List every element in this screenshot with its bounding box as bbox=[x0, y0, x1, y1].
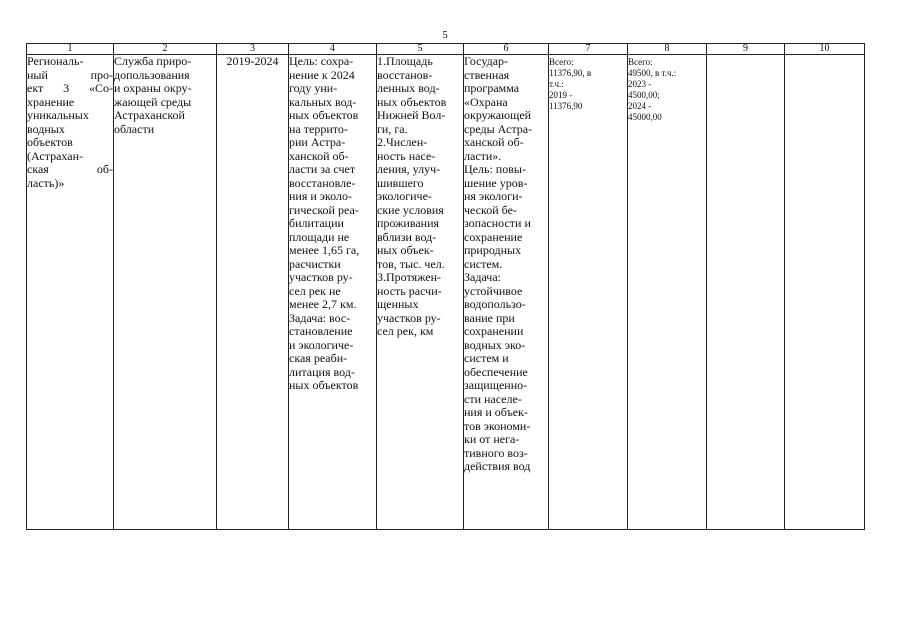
cell-text-line: ня экологи- bbox=[464, 189, 523, 203]
cell-text-line: Задача: bbox=[464, 270, 501, 284]
cell-text-line: 2019-2024 bbox=[226, 54, 279, 68]
cell-text-line: ления, улуч- bbox=[377, 162, 441, 176]
cell-text-line: 11376,90 bbox=[549, 101, 583, 111]
cell-text-line: сел рек не bbox=[289, 283, 341, 298]
cell-text-line: уникальных bbox=[27, 108, 89, 122]
cell-text-line: экологиче- bbox=[377, 189, 432, 203]
cell-text-line: сел рек, км bbox=[377, 324, 434, 338]
cell-text-line: устойчивое bbox=[464, 283, 523, 298]
cell-text-line: гической реа- bbox=[289, 202, 359, 217]
page-number: 5 bbox=[442, 29, 448, 41]
cell-text-line: рии Астра- bbox=[289, 135, 346, 149]
cell-text-line: ных объектов bbox=[289, 108, 359, 122]
cell-text-line: сохранении bbox=[464, 324, 524, 338]
program-table bbox=[26, 43, 865, 530]
cell-text-line: 2024 - bbox=[628, 101, 652, 111]
cell-text-line: Всего: bbox=[628, 57, 653, 67]
cell-text-line: водопользо- bbox=[464, 297, 526, 311]
cell-text-line: зопасности и bbox=[464, 216, 531, 230]
cell-text-line: ласти». bbox=[464, 148, 502, 163]
cell-text-line: участков ру- bbox=[289, 270, 353, 284]
cell-text-line: среды Астра- bbox=[464, 121, 533, 136]
column-number-row bbox=[27, 44, 865, 55]
cell-text-line: 49500, в т.ч.: bbox=[628, 68, 677, 78]
indicators-cell bbox=[377, 55, 464, 530]
cell-text-line: Служба приро- bbox=[114, 54, 192, 68]
cell-text-line: ская реаби- bbox=[289, 351, 348, 365]
cell-text-line: сохранение bbox=[464, 229, 523, 244]
cell-text-line: ность насе- bbox=[377, 148, 436, 163]
cell-text-line: Цель: сохра- bbox=[289, 54, 354, 68]
cell-text-line: действия вод bbox=[464, 459, 531, 473]
cell-text-line: природных bbox=[464, 243, 522, 257]
cell-text-line: ласть)» bbox=[27, 175, 65, 190]
column-number: 7 bbox=[549, 44, 628, 55]
cell-text-line: 2019 - bbox=[549, 90, 573, 100]
cell-text-line: допользования bbox=[114, 67, 190, 82]
cell-text-line: вблизи вод- bbox=[377, 229, 437, 244]
cell-text-line: «Охрана bbox=[464, 94, 508, 109]
cell-text-line: окружающей bbox=[464, 108, 532, 122]
column-number: 5 bbox=[377, 44, 464, 55]
cell-text-line: шение уров- bbox=[464, 175, 528, 190]
cell-text-line: восстановле- bbox=[289, 175, 356, 190]
cell-text-line: 1.Площадь bbox=[377, 54, 433, 68]
cell-text-line: Астраханской bbox=[114, 108, 185, 122]
cell-text-line: нение к 2024 bbox=[289, 67, 355, 82]
cell-text-line: Государ- bbox=[464, 54, 509, 68]
cell-text-line: ки от нега- bbox=[464, 432, 520, 446]
period-cell bbox=[217, 55, 289, 530]
cell-text-line: году уни- bbox=[289, 81, 338, 95]
cell-text-line: вание при bbox=[464, 310, 515, 325]
cell-text-line: щенных bbox=[377, 297, 419, 311]
cell-text-line: менее 2,7 км. bbox=[289, 297, 357, 311]
cell-text-line: ги, га. bbox=[377, 121, 408, 136]
state-program-cell bbox=[464, 55, 549, 530]
goal-task-cell bbox=[289, 55, 377, 530]
cell-text-line: ханской об- bbox=[464, 135, 524, 149]
cell-text-line: 4500,00; bbox=[628, 90, 660, 100]
column-number: 4 bbox=[289, 44, 377, 55]
cell-text-line: хранение bbox=[27, 94, 75, 109]
cell-text-line: программа bbox=[464, 81, 520, 95]
cell-text-line: 45000,00 bbox=[628, 112, 662, 122]
cell-text-line: области bbox=[114, 121, 155, 136]
cell-text-line: 2023 - bbox=[628, 79, 652, 89]
cell-text-line: проживания bbox=[377, 216, 440, 230]
column-number: 2 bbox=[114, 44, 217, 55]
cell-text-line: ность расчи- bbox=[377, 283, 442, 298]
cell-text-line: 3.Протяжен- bbox=[377, 270, 441, 284]
cell-text-line: сти населе- bbox=[464, 391, 522, 406]
cell-text-line: на террито- bbox=[289, 121, 348, 136]
cell-text-line: Всего: bbox=[549, 57, 574, 67]
cell-text-line: ных объектов bbox=[289, 378, 359, 392]
column-number: 6 bbox=[464, 44, 549, 55]
cell-text-line: восстанов- bbox=[377, 67, 433, 82]
cell-text-line: Региональ- bbox=[27, 54, 84, 68]
cell-text-line: ственная bbox=[464, 67, 510, 82]
cell-text-line: тов, тыс. чел. bbox=[377, 256, 445, 271]
cell-text-line: 2.Числен- bbox=[377, 135, 428, 149]
cell-text-line: ские условия bbox=[377, 202, 444, 217]
cell-text-line: шившего bbox=[377, 175, 424, 190]
cell-text-line: площади не bbox=[289, 229, 350, 244]
funding-cell-8 bbox=[628, 55, 707, 530]
cell-text-line: и охраны окру- bbox=[114, 81, 192, 95]
cell-text-line: 11376,90, в bbox=[549, 68, 592, 78]
cell-text-line: жающей среды bbox=[114, 94, 192, 109]
cell-text-line: и экологиче- bbox=[289, 337, 354, 352]
empty-cell-10 bbox=[785, 55, 865, 530]
cell-text-line: (Астрахан- bbox=[27, 148, 83, 163]
cell-text-line: ный про- bbox=[27, 67, 113, 82]
cell-text-line: ская об- bbox=[27, 162, 113, 176]
cell-text-line: ленных вод- bbox=[377, 81, 440, 95]
cell-text-line: ных объектов bbox=[377, 94, 447, 109]
cell-text-line: водных bbox=[27, 121, 65, 136]
cell-text-line: ных объек- bbox=[377, 243, 434, 257]
cell-text-line: Задача: вос- bbox=[289, 310, 351, 325]
cell-text-line: обеспечение bbox=[464, 364, 528, 379]
column-number: 8 bbox=[628, 44, 707, 55]
column-number: 3 bbox=[217, 44, 289, 55]
cell-text-line: Цель: повы- bbox=[464, 162, 526, 176]
cell-text-line: ческой бе- bbox=[464, 202, 517, 217]
cell-text-line: ханской об- bbox=[289, 148, 349, 163]
cell-text-line: т.ч.: bbox=[549, 79, 564, 89]
cell-text-line: расчистки bbox=[289, 256, 341, 271]
cell-text-line: кальных вод- bbox=[289, 94, 357, 109]
funding-cell-7 bbox=[549, 55, 628, 530]
empty-cell-9 bbox=[707, 55, 785, 530]
cell-text-line: ект 3 «Со- bbox=[27, 81, 113, 95]
cell-text-line: ласти за счет bbox=[289, 162, 356, 176]
cell-text-line: тивного воз- bbox=[464, 445, 528, 460]
cell-text-line: ния и эколо- bbox=[289, 189, 352, 203]
column-number: 10 bbox=[785, 44, 865, 55]
cell-text-line: участков ру- bbox=[377, 310, 441, 325]
cell-text-line: объектов bbox=[27, 135, 73, 149]
cell-text-line: тов экономи- bbox=[464, 418, 531, 433]
responsible-agency-cell bbox=[114, 55, 217, 530]
column-number: 1 bbox=[27, 44, 114, 55]
cell-text-line: защищенно- bbox=[464, 378, 528, 392]
project-name-cell bbox=[27, 55, 114, 530]
cell-text-line: Нижней Вол- bbox=[377, 108, 446, 122]
column-number: 9 bbox=[707, 44, 785, 55]
cell-text-line: систем. bbox=[464, 256, 503, 271]
cell-text-line: литация вод- bbox=[289, 364, 355, 379]
cell-text-line: менее 1,65 га, bbox=[289, 243, 360, 257]
cell-text-line: ния и объек- bbox=[464, 405, 528, 419]
cell-text-line: систем и bbox=[464, 351, 509, 365]
cell-text-line: водных эко- bbox=[464, 337, 526, 352]
table-row bbox=[27, 55, 865, 530]
cell-text-line: билитации bbox=[289, 216, 344, 230]
cell-text-line: становление bbox=[289, 324, 353, 338]
